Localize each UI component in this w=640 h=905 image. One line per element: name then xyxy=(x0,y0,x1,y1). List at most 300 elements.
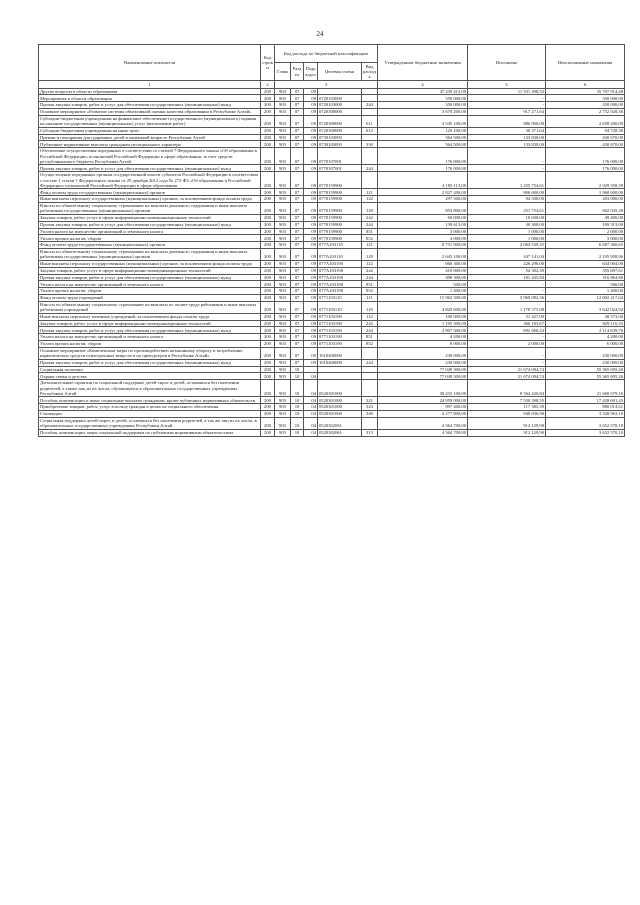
row-line-code: 200 xyxy=(261,373,275,380)
header-code: Код строки xyxy=(261,45,275,81)
row-line-code: 200 xyxy=(261,429,275,436)
row-executed: 3 960 082,36 xyxy=(468,294,546,301)
row-name: Пособия, компенсации, меры социальной поддержки по публичным нормативным обязательствам xyxy=(39,429,261,436)
row-line-code: 200 xyxy=(261,260,275,267)
row-chapter: 903 xyxy=(275,397,291,404)
row-name: Обеспечение осуществления переданных в соответствии со статьей 7 Федерального закона «Об образовании в Российской Федерации» полномочий Российской Федерации в сфере образования, за счет средств республиканского бюджета Республики Алтай xyxy=(39,148,261,165)
col-num-5: 5 xyxy=(468,81,546,89)
row-line-code: 200 xyxy=(261,228,275,235)
row-subsection: 09 xyxy=(304,327,318,334)
row-expense-type xyxy=(362,134,378,141)
row-executed: 133 830,00 xyxy=(468,134,546,141)
table-row xyxy=(39,359,625,366)
row-target: 0771103110 xyxy=(318,301,362,313)
row-section: 07 xyxy=(291,242,304,249)
row-target: 077А103190 xyxy=(318,281,362,288)
table-row xyxy=(39,347,625,359)
header-name: Наименование показателя xyxy=(39,45,261,81)
row-executed: - xyxy=(468,148,546,165)
row-line-code: 200 xyxy=(261,202,275,214)
row-approved: 60 000,00 xyxy=(378,214,468,221)
row-section: 07 xyxy=(291,172,304,189)
row-target: 0720300000 xyxy=(318,127,362,134)
row-executed: 917 271,64 xyxy=(468,108,546,115)
row-name: Взносы по обязательному социальному страхованию на выплаты денежного содержания и иные выплаты работникам государственных (муниципальных) органов xyxy=(39,202,261,214)
row-subsection: 09 xyxy=(304,313,318,320)
row-line-code: 200 xyxy=(261,95,275,102)
row-line-code: 200 xyxy=(261,189,275,196)
table-row xyxy=(39,127,625,134)
row-executed: 866 600,00 xyxy=(468,189,546,196)
col-num-1: 1 xyxy=(39,81,261,89)
row-name: Приобретение товаров, работ, услуг в пользу граждан в целях их социального обеспечения xyxy=(39,404,261,411)
table-row xyxy=(39,301,625,313)
row-executed: 10 600,00 xyxy=(468,214,546,221)
table-row xyxy=(39,88,625,95)
row-unexecuted: 17 428 601,45 xyxy=(546,397,625,404)
row-executed: 886 900,00 xyxy=(468,115,546,127)
table-row xyxy=(39,196,625,203)
row-target: 0771103110 xyxy=(318,294,362,301)
row-expense-type: 242 xyxy=(362,267,378,274)
row-section: 07 xyxy=(291,274,304,281)
row-subsection: 09 xyxy=(304,202,318,214)
row-section: 07 xyxy=(291,340,304,347)
row-target: 0770159900 xyxy=(318,196,362,203)
row-unexecuted: 3 000,00 xyxy=(546,235,625,242)
table-row xyxy=(39,366,625,373)
row-unexecuted: 602 045,39 xyxy=(546,202,625,214)
table-row xyxy=(39,202,625,214)
row-subsection: 04 xyxy=(304,380,318,397)
row-chapter: 903 xyxy=(275,260,291,267)
row-line-code: 200 xyxy=(261,334,275,341)
row-section: 07 xyxy=(291,214,304,221)
row-approved: 176 000,00 xyxy=(378,148,468,165)
row-name: Взносы по обязательному социальному страхованию на выплаты денежного содержания и иные выплаты работникам государственных (муниципальных) органов xyxy=(39,248,261,260)
table-row xyxy=(39,221,625,228)
row-name: Публичные нормативные выплаты гражданам несоциального характера xyxy=(39,141,261,148)
row-executed: 21 674 094,74 xyxy=(468,373,546,380)
row-section: 07 xyxy=(291,248,304,260)
row-target: 0771103190 xyxy=(318,334,362,341)
row-target: 0730103093 xyxy=(318,134,362,141)
row-line-code: 200 xyxy=(261,294,275,301)
table-row xyxy=(39,281,625,288)
row-subsection xyxy=(304,366,318,373)
row-name: Закупка товаров, работ, услуг в сфере информационно-коммуникационных технологий xyxy=(39,214,261,221)
row-expense-type: 242 xyxy=(362,320,378,327)
row-unexecuted: 2 752 928,36 xyxy=(546,108,625,115)
row-unexecuted: 35 707 914,48 xyxy=(546,88,625,95)
row-name: Пособия, компенсации и иные социальные выплаты гражданам, кроме публичных нормативных обязательств xyxy=(39,397,261,404)
row-approved: 77 049 300,00 xyxy=(378,366,468,373)
row-expense-type: 851 xyxy=(362,228,378,235)
row-subsection: 09 xyxy=(304,288,318,295)
row-unexecuted: 94 728,36 xyxy=(546,127,625,134)
row-subsection: 09 xyxy=(304,334,318,341)
row-unexecuted: 1 400,00 xyxy=(546,288,625,295)
row-expense-type: 612 xyxy=(362,127,378,134)
row-chapter: 903 xyxy=(275,196,291,203)
row-name: Уплата налога на имущество организаций и земельного налога xyxy=(39,334,261,341)
row-expense-type: 121 xyxy=(362,242,378,249)
row-expense-type: 313 xyxy=(362,429,378,436)
row-section: 07 xyxy=(291,288,304,295)
row-expense-type xyxy=(362,108,378,115)
row-line-code: 200 xyxy=(261,134,275,141)
row-name: Прочая закупка товаров, работ и услуг для обеспечения государственных (муниципальных) нужд xyxy=(39,102,261,109)
row-approved: 2 827 200,00 xyxy=(378,189,468,196)
row-line-code: 200 xyxy=(261,235,275,242)
row-subsection: 09 xyxy=(304,141,318,148)
table-row xyxy=(39,242,625,249)
row-expense-type: 852 xyxy=(362,340,378,347)
row-unexecuted: 109 313,00 xyxy=(546,221,625,228)
row-unexecuted: 316 864,86 xyxy=(546,274,625,281)
row-approved: 47 239 413,00 xyxy=(378,88,468,95)
row-chapter: 903 xyxy=(275,242,291,249)
table-row xyxy=(39,172,625,189)
row-executed: 251 754,61 xyxy=(468,202,546,214)
row-name: Иные выплаты персоналу казенных учреждений, за исключением фонда оплаты труда xyxy=(39,313,261,320)
row-line-code: 200 xyxy=(261,404,275,411)
row-name: Основное мероприятие «Комплексные меры по противодействию незаконному обороту и потреблению наркотических средств психотропных веществ и их прекурсоров в Республике Алтай» xyxy=(39,347,261,359)
row-line-code: 200 xyxy=(261,127,275,134)
row-section: 10 xyxy=(291,429,304,436)
row-expense-type xyxy=(362,88,378,95)
row-target: 0720103000 xyxy=(318,95,362,102)
row-target: 077А103190 xyxy=(318,267,362,274)
row-target: 0770107001 xyxy=(318,148,362,165)
row-chapter: 903 xyxy=(275,248,291,260)
row-name: Другие вопросы в области образования xyxy=(39,88,261,95)
row-executed: 1 178 575,08 xyxy=(468,301,546,313)
row-chapter: 903 xyxy=(275,288,291,295)
row-executed: 1 000,00 xyxy=(468,228,546,235)
row-subsection: 09 xyxy=(304,102,318,109)
row-chapter: 903 xyxy=(275,165,291,172)
row-subsection: 09 xyxy=(304,340,318,347)
row-subsection: 04 xyxy=(304,429,318,436)
row-target xyxy=(318,88,362,95)
row-approved: 125 100,00 xyxy=(378,127,468,134)
table-row xyxy=(39,417,625,429)
row-executed: 1 255 754,61 xyxy=(468,172,546,189)
row-approved: 24 959 000,00 xyxy=(378,397,468,404)
header-unexecuted: Неисполненные назначения xyxy=(546,45,625,81)
row-chapter: 903 xyxy=(275,214,291,221)
row-executed: 30 300,00 xyxy=(468,221,546,228)
table-row xyxy=(39,228,625,235)
row-executed: - xyxy=(468,95,546,102)
row-expense-type: 244 xyxy=(362,327,378,334)
row-section: 07 xyxy=(291,301,304,313)
row-name: Социальная политика xyxy=(39,366,261,373)
row-subsection: 09 xyxy=(304,267,318,274)
row-expense-type xyxy=(362,347,378,359)
row-executed: - xyxy=(468,347,546,359)
row-line-code: 200 xyxy=(261,313,275,320)
row-target: 0771103190 xyxy=(318,320,362,327)
row-expense-type xyxy=(362,95,378,102)
row-approved: 3 000,00 xyxy=(378,228,468,235)
row-chapter: 903 xyxy=(275,141,291,148)
row-approved: 4 564 700,00 xyxy=(378,429,468,436)
row-target: 0720103000 xyxy=(318,102,362,109)
row-name: Прочая закупка товаров, работ и услуг для обеспечения государственных (муниципальных) нужд xyxy=(39,165,261,172)
table-row xyxy=(39,320,625,327)
row-approved: 860 300,00 xyxy=(378,260,468,267)
row-target: 0520301000 xyxy=(318,397,362,404)
row-chapter: 903 xyxy=(275,95,291,102)
row-subsection: 09 xyxy=(304,214,318,221)
row-executed: 51 427,00 xyxy=(468,313,546,320)
row-subsection: 04 xyxy=(304,417,318,429)
row-name: Закупка товаров, работ, услуг в сфере информационно-коммуникационных технологий xyxy=(39,320,261,327)
row-section: 10 xyxy=(291,404,304,411)
row-name: Мероприятия в области образования xyxy=(39,95,261,102)
row-line-code: 200 xyxy=(261,359,275,366)
header-target: Целевая статья xyxy=(318,63,362,81)
row-section: 07 xyxy=(291,127,304,134)
page-number: 24 xyxy=(316,30,324,38)
row-chapter: 903 xyxy=(275,228,291,235)
row-approved: 230 000,00 xyxy=(378,347,468,359)
row-line-code: 200 xyxy=(261,366,275,373)
row-approved: 77 049 300,00 xyxy=(378,373,468,380)
row-chapter: 903 xyxy=(275,359,291,366)
table-row xyxy=(39,404,625,411)
row-approved: 350 000,00 xyxy=(378,95,468,102)
row-target xyxy=(318,373,362,380)
row-approved: 1 400,00 xyxy=(378,288,468,295)
row-approved: 1 195 300,00 xyxy=(378,320,468,327)
header-section: Раздел xyxy=(291,63,304,81)
row-line-code: 200 xyxy=(261,141,275,148)
row-subsection: 04 xyxy=(304,397,318,404)
row-name: Уплата прочих налогов, сборов xyxy=(39,340,261,347)
row-chapter: 903 xyxy=(275,172,291,189)
row-unexecuted: 48 573,00 xyxy=(546,313,625,320)
row-unexecuted: 1 960 600,00 xyxy=(546,189,625,196)
row-line-code: 200 xyxy=(261,172,275,189)
row-subsection: 09 xyxy=(304,301,318,313)
row-subsection: 09 xyxy=(304,260,318,267)
row-subsection: 09 xyxy=(304,235,318,242)
row-subsection: 09 xyxy=(304,347,318,359)
row-name: Охрана семьи и детства xyxy=(39,373,261,380)
row-section: 07 xyxy=(291,313,304,320)
table-row xyxy=(39,288,625,295)
row-unexecuted: 2 658 200,00 xyxy=(546,115,625,127)
row-target: 0770159900 xyxy=(318,189,362,196)
row-subsection: 09 xyxy=(304,127,318,134)
row-subsection: 09 xyxy=(304,189,318,196)
row-section: 10 xyxy=(291,417,304,429)
row-executed: 7 530 398,55 xyxy=(468,397,546,404)
row-line-code: 200 xyxy=(261,281,275,288)
row-approved: 564 500,00 xyxy=(378,134,468,141)
row-unexecuted: 430 670,00 xyxy=(546,141,625,148)
header-expense-type: Вид расхода xyxy=(363,63,376,80)
row-subsection: 09 xyxy=(304,274,318,281)
row-chapter: 903 xyxy=(275,267,291,274)
row-name: Фонд оплаты труда государственных (муниципальных) органов xyxy=(39,189,261,196)
table-row xyxy=(39,313,625,320)
col-num-6: 6 xyxy=(546,81,625,89)
table-row xyxy=(39,189,625,196)
row-name: Премии и поощрения для одаренных детей в маленькой возрасте Республики Алтай xyxy=(39,134,261,141)
table-row xyxy=(39,260,625,267)
row-approved: 297 500,00 xyxy=(378,196,468,203)
row-approved: 15 962 300,00 xyxy=(378,294,468,301)
row-unexecuted: 829 116,33 xyxy=(546,320,625,327)
row-expense-type: 122 xyxy=(362,260,378,267)
row-target: 0520302061 xyxy=(318,417,362,429)
row-section: 07 xyxy=(291,134,304,141)
row-name: Взносы по обязательному социальному страхованию на выплаты по оплате труда работников и иные выплаты работникам учреждений xyxy=(39,301,261,313)
row-line-code: 200 xyxy=(261,397,275,404)
row-line-code: 200 xyxy=(261,148,275,165)
row-section: 07 xyxy=(291,327,304,334)
row-section: 10 xyxy=(291,373,304,380)
row-approved: 853 800,00 xyxy=(378,202,468,214)
row-name: Прочая закупка товаров, работ и услуг для обеспечения государственных (муниципальных) нужд xyxy=(39,327,261,334)
row-chapter: 903 xyxy=(275,148,291,165)
row-name: Фонд оплаты труда государственных (муниципальных) органов xyxy=(39,242,261,249)
row-approved: 410 000,00 xyxy=(378,267,468,274)
row-section: 07 xyxy=(291,347,304,359)
table-row xyxy=(39,141,625,148)
row-name: Прочая закупка товаров, работ и услуг для обеспечения государственных (муниципальных) нужд xyxy=(39,274,261,281)
header-approved: Утвержденные бюджетные назначения xyxy=(378,45,468,81)
row-name: Основное мероприятие «Развитие системы объективной оценки качества образования в Республике Алтай» xyxy=(39,108,261,115)
row-section: 10 xyxy=(291,380,304,397)
row-subsection: 09 xyxy=(304,228,318,235)
row-section: 07 xyxy=(291,196,304,203)
row-section: 07 xyxy=(291,260,304,267)
row-executed: 447 141,04 xyxy=(468,248,546,260)
row-expense-type xyxy=(362,172,378,189)
row-subsection: 09 xyxy=(304,148,318,165)
row-line-code: 200 xyxy=(261,301,275,313)
row-unexecuted: 55 365 695,26 xyxy=(546,373,625,380)
row-unexecuted: 2 114 639,76 xyxy=(546,327,625,334)
table-row xyxy=(39,267,625,274)
row-executed: - xyxy=(468,102,546,109)
row-expense-type: 129 xyxy=(362,202,378,214)
row-expense-type: 244 xyxy=(362,165,378,172)
row-line-code: 200 xyxy=(261,115,275,127)
row-unexecuted: 49 400,00 xyxy=(546,214,625,221)
row-executed: 226 296,00 xyxy=(468,260,546,267)
row-expense-type: 121 xyxy=(362,189,378,196)
row-target: 0520301000 xyxy=(318,410,362,417)
row-line-code: 200 xyxy=(261,327,275,334)
row-subsection: 04 xyxy=(304,404,318,411)
row-section: 07 xyxy=(291,95,304,102)
table-row xyxy=(39,429,625,436)
row-unexecuted: 3 328 963,10 xyxy=(546,410,625,417)
table-row xyxy=(39,165,625,172)
row-chapter: 903 xyxy=(275,410,291,417)
row-unexecuted: 2 000,00 xyxy=(546,228,625,235)
row-chapter: 903 xyxy=(275,274,291,281)
row-unexecuted: 176 000,00 xyxy=(546,148,625,165)
row-subsection: 09 xyxy=(304,294,318,301)
row-line-code: 200 xyxy=(261,380,275,397)
row-subsection: 09 xyxy=(304,108,318,115)
row-name: Прочая закупка товаров, работ и услуг для обеспечения государственных (муниципальных) нужд xyxy=(39,221,261,228)
row-unexecuted: 350 000,00 xyxy=(546,102,625,109)
row-approved: 4 185 113,00 xyxy=(378,172,468,189)
row-executed: - xyxy=(468,288,546,295)
row-chapter: 903 xyxy=(275,373,291,380)
row-target: 0770159900 xyxy=(318,235,362,242)
row-executed: 2 064 539,35 xyxy=(468,242,546,249)
row-chapter: 903 xyxy=(275,340,291,347)
row-executed: 912 129,90 xyxy=(468,429,546,436)
row-target: 0770159900 xyxy=(318,214,362,221)
row-executed: 1 000,00 xyxy=(468,235,546,242)
row-expense-type: 119 xyxy=(362,301,378,313)
row-chapter: 903 xyxy=(275,134,291,141)
row-expense-type: 122 xyxy=(362,196,378,203)
row-chapter: 903 xyxy=(275,281,291,288)
table-row xyxy=(39,248,625,260)
row-chapter: 903 xyxy=(275,221,291,228)
row-unexecuted: 3 652 570,10 xyxy=(546,429,625,436)
row-chapter: 903 xyxy=(275,127,291,134)
row-chapter: 903 xyxy=(275,366,291,373)
row-approved: 4 820 600,00 xyxy=(378,301,468,313)
row-approved: 350 000,00 xyxy=(378,102,468,109)
row-line-code: 200 xyxy=(261,88,275,95)
row-approved: 2 643 100,00 xyxy=(378,248,468,260)
row-unexecuted: 355 697,61 xyxy=(546,267,625,274)
row-executed: 117 385,39 xyxy=(468,404,546,411)
row-section: 07 xyxy=(291,189,304,196)
row-executed: - xyxy=(468,334,546,341)
table-row xyxy=(39,134,625,141)
table-row xyxy=(39,410,625,417)
row-chapter: 903 xyxy=(275,202,291,214)
table-row xyxy=(39,340,625,347)
row-chapter: 903 xyxy=(275,417,291,429)
row-approved: 139 613,00 xyxy=(378,221,468,228)
row-chapter: 903 xyxy=(275,404,291,411)
row-line-code: 200 xyxy=(261,410,275,417)
row-unexecuted: 500,00 xyxy=(546,281,625,288)
row-expense-type: 611 xyxy=(362,115,378,127)
table-row xyxy=(39,108,625,115)
table-row xyxy=(39,274,625,281)
row-section: 10 xyxy=(291,410,304,417)
row-chapter: 903 xyxy=(275,189,291,196)
row-target: 077А103110 xyxy=(318,248,362,260)
row-line-code: 200 xyxy=(261,214,275,221)
row-approved: 4 277 800,00 xyxy=(378,410,468,417)
row-unexecuted: 880 014,61 xyxy=(546,404,625,411)
row-unexecuted: 230 000,00 xyxy=(546,359,625,366)
row-line-code: 200 xyxy=(261,274,275,281)
row-chapter: 903 xyxy=(275,334,291,341)
row-chapter: 903 xyxy=(275,294,291,301)
row-unexecuted: 350 000,00 xyxy=(546,95,625,102)
row-section: 07 xyxy=(291,235,304,242)
row-chapter: 903 xyxy=(275,88,291,95)
